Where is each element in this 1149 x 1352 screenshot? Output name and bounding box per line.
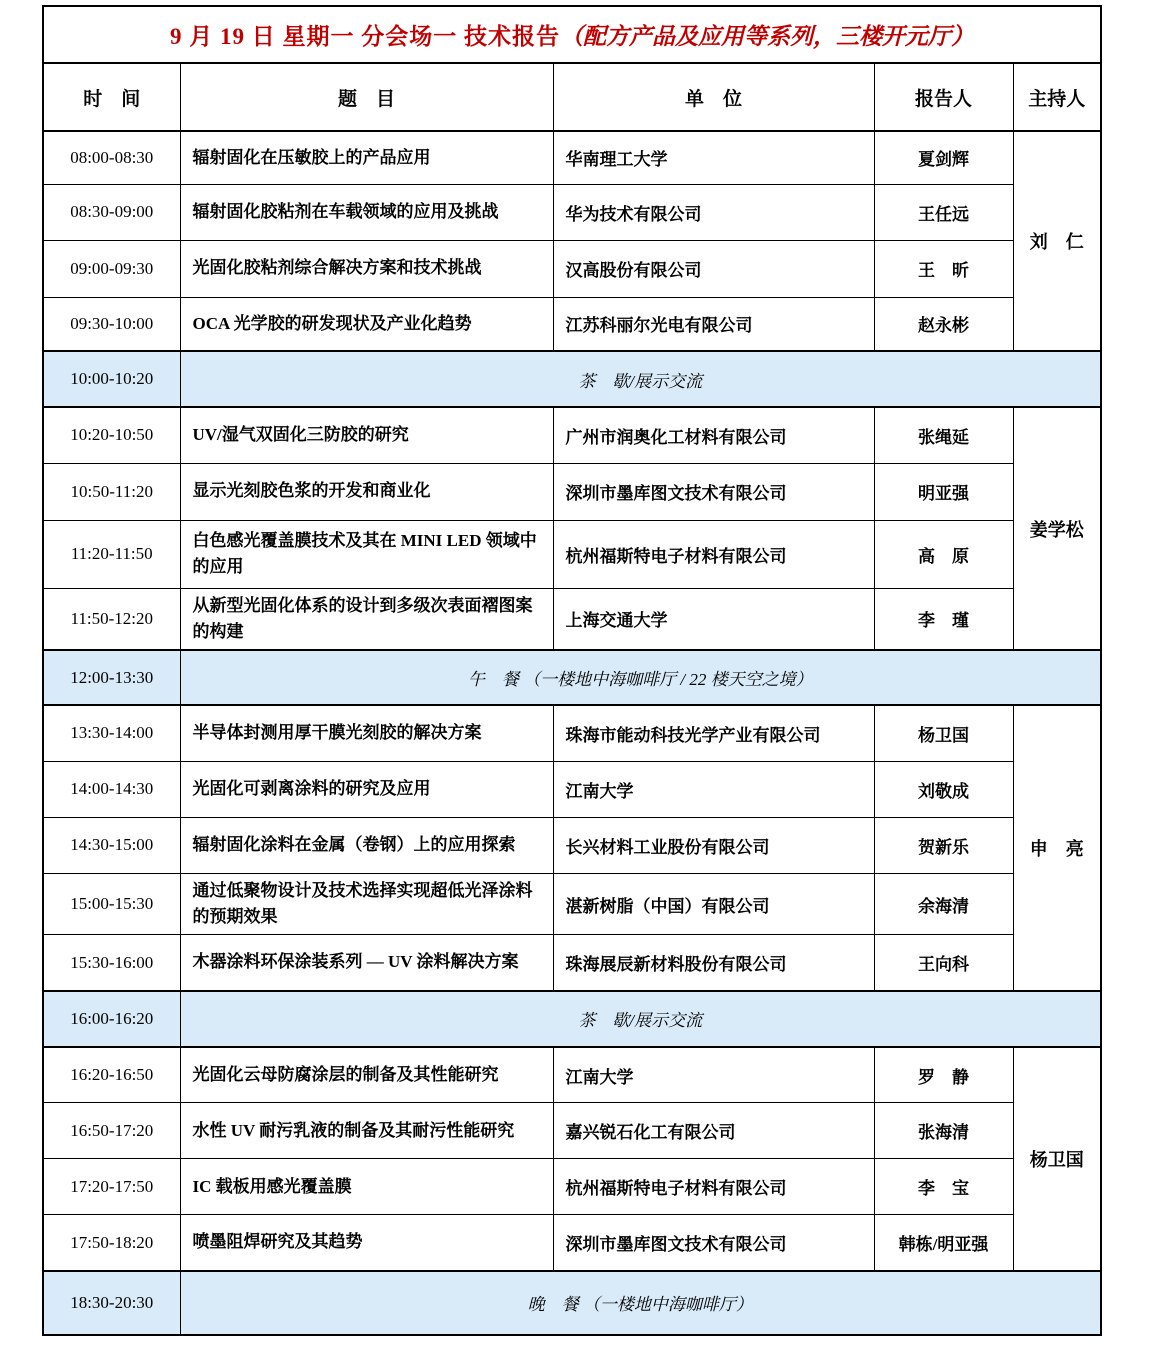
column-header-host: 主持人 (1013, 63, 1101, 131)
topic-cell: 辐射固化胶粘剂在车载领域的应用及挑战 (180, 184, 553, 240)
topic-cell: 光固化可剥离涂料的研究及应用 (180, 761, 553, 817)
time-cell: 11:20-11:50 (43, 520, 180, 588)
speaker-cell: 夏剑辉 (874, 131, 1013, 184)
topic-cell: 水性 UV 耐污乳液的制备及其耐污性能研究 (180, 1103, 553, 1159)
session-row (43, 520, 1101, 588)
speaker-cell: 韩栋/明亚强 (874, 1215, 1013, 1271)
session-row (43, 1047, 1101, 1103)
break-time-cell: 16:00-16:20 (43, 991, 180, 1047)
conference-schedule (42, 5, 1102, 1336)
speaker-cell: 王向科 (874, 935, 1013, 991)
speaker-cell: 刘敬成 (874, 761, 1013, 817)
topic-cell: 从新型光固化体系的设计到多级次表面褶图案的构建 (180, 588, 553, 650)
time-cell: 14:00-14:30 (43, 761, 180, 817)
session-row (43, 588, 1101, 650)
speaker-cell: 高 原 (874, 520, 1013, 588)
session-row (43, 463, 1101, 520)
topic-cell: 通过低聚物设计及技术选择实现超低光泽涂料的预期效果 (180, 873, 553, 935)
topic-cell: IC 载板用感光覆盖膜 (180, 1159, 553, 1215)
org-cell: 杭州福斯特电子材料有限公司 (553, 520, 874, 588)
break-time-cell: 12:00-13:30 (43, 650, 180, 705)
break-row (43, 351, 1101, 407)
topic-cell: UV/湿气双固化三防胶的研究 (180, 407, 553, 463)
time-cell: 15:30-16:00 (43, 935, 180, 991)
session-row (43, 705, 1101, 761)
org-cell: 江苏科丽尔光电有限公司 (553, 297, 874, 351)
session-row (43, 761, 1101, 817)
speaker-cell: 贺新乐 (874, 817, 1013, 873)
speaker-cell: 赵永彬 (874, 297, 1013, 351)
speaker-cell: 张海清 (874, 1103, 1013, 1159)
speaker-cell: 王任远 (874, 184, 1013, 240)
time-cell: 16:20-16:50 (43, 1047, 180, 1103)
time-cell: 16:50-17:20 (43, 1103, 180, 1159)
time-cell: 08:30-09:00 (43, 184, 180, 240)
host-cell: 姜学松 (1013, 407, 1101, 650)
topic-cell: 木器涂料环保涂装系列 — UV 涂料解决方案 (180, 935, 553, 991)
org-cell: 汉高股份有限公司 (553, 240, 874, 297)
org-cell: 江南大学 (553, 1047, 874, 1103)
break-label: 茶 歇/展示交流 (180, 991, 1101, 1047)
session-row (43, 297, 1101, 351)
break-label: 晚 餐 （一楼地中海咖啡厅） (180, 1271, 1101, 1335)
title-row (43, 6, 1101, 63)
org-cell: 江南大学 (553, 761, 874, 817)
time-cell: 10:50-11:20 (43, 463, 180, 520)
break-time-cell: 18:30-20:30 (43, 1271, 180, 1335)
speaker-cell: 余海清 (874, 873, 1013, 935)
org-cell: 华南理工大学 (553, 131, 874, 184)
speaker-cell: 李 瑾 (874, 588, 1013, 650)
org-cell: 广州市润奥化工材料有限公司 (553, 407, 874, 463)
host-cell: 刘 仁 (1013, 131, 1101, 351)
session-row (43, 873, 1101, 935)
page-title-note: （配方产品及应用等系列，三楼开元厅） (560, 24, 975, 49)
topic-cell: 光固化云母防腐涂层的制备及其性能研究 (180, 1047, 553, 1103)
topic-cell: 白色感光覆盖膜技术及其在 MINI LED 领域中的应用 (180, 520, 553, 588)
topic-cell: 光固化胶粘剂综合解决方案和技术挑战 (180, 240, 553, 297)
org-cell: 湛新树脂（中国）有限公司 (553, 873, 874, 935)
time-cell: 10:20-10:50 (43, 407, 180, 463)
time-cell: 11:50-12:20 (43, 588, 180, 650)
column-header-topic: 题 目 (180, 63, 553, 131)
column-header-time: 时 间 (43, 63, 180, 131)
break-row (43, 650, 1101, 705)
org-cell: 上海交通大学 (553, 588, 874, 650)
session-row (43, 1103, 1101, 1159)
time-cell: 17:50-18:20 (43, 1215, 180, 1271)
page-title: 9 月 19 日 星期一 分会场一 技术报告 (170, 24, 561, 49)
session-row (43, 407, 1101, 463)
org-cell: 珠海市能动科技光学产业有限公司 (553, 705, 874, 761)
host-cell: 申 亮 (1013, 705, 1101, 991)
break-row (43, 1271, 1101, 1335)
host-cell: 杨卫国 (1013, 1047, 1101, 1271)
topic-cell: 辐射固化在压敏胶上的产品应用 (180, 131, 553, 184)
speaker-cell: 罗 静 (874, 1047, 1013, 1103)
topic-cell: 显示光刻胶色浆的开发和商业化 (180, 463, 553, 520)
break-time-cell: 10:00-10:20 (43, 351, 180, 407)
topic-cell: 辐射固化涂料在金属（卷钢）上的应用探索 (180, 817, 553, 873)
org-cell: 珠海展辰新材料股份有限公司 (553, 935, 874, 991)
speaker-cell: 张绳延 (874, 407, 1013, 463)
session-row (43, 240, 1101, 297)
time-cell: 14:30-15:00 (43, 817, 180, 873)
time-cell: 08:00-08:30 (43, 131, 180, 184)
org-cell: 长兴材料工业股份有限公司 (553, 817, 874, 873)
org-cell: 深圳市墨库图文技术有限公司 (553, 1215, 874, 1271)
break-label: 午 餐 （一楼地中海咖啡厅 / 22 楼天空之境） (180, 650, 1101, 705)
break-row (43, 991, 1101, 1047)
time-cell: 15:00-15:30 (43, 873, 180, 935)
break-label: 茶 歇/展示交流 (180, 351, 1101, 407)
org-cell: 华为技术有限公司 (553, 184, 874, 240)
session-row (43, 1159, 1101, 1215)
time-cell: 09:00-09:30 (43, 240, 180, 297)
org-cell: 深圳市墨库图文技术有限公司 (553, 463, 874, 520)
time-cell: 13:30-14:00 (43, 705, 180, 761)
org-cell: 嘉兴锐石化工有限公司 (553, 1103, 874, 1159)
column-header-speaker: 报告人 (874, 63, 1013, 131)
session-row (43, 131, 1101, 184)
session-row (43, 184, 1101, 240)
schedule-table (42, 5, 1102, 1336)
topic-cell: OCA 光学胶的研发现状及产业化趋势 (180, 297, 553, 351)
session-title-cell (43, 6, 1101, 63)
org-cell: 杭州福斯特电子材料有限公司 (553, 1159, 874, 1215)
topic-cell: 喷墨阻焊研究及其趋势 (180, 1215, 553, 1271)
topic-cell: 半导体封测用厚干膜光刻胶的解决方案 (180, 705, 553, 761)
time-cell: 09:30-10:00 (43, 297, 180, 351)
header-row (43, 63, 1101, 131)
session-row (43, 935, 1101, 991)
time-cell: 17:20-17:50 (43, 1159, 180, 1215)
session-row (43, 1215, 1101, 1271)
speaker-cell: 李 宝 (874, 1159, 1013, 1215)
column-header-org: 单 位 (553, 63, 874, 131)
speaker-cell: 王 昕 (874, 240, 1013, 297)
speaker-cell: 杨卫国 (874, 705, 1013, 761)
speaker-cell: 明亚强 (874, 463, 1013, 520)
session-row (43, 817, 1101, 873)
